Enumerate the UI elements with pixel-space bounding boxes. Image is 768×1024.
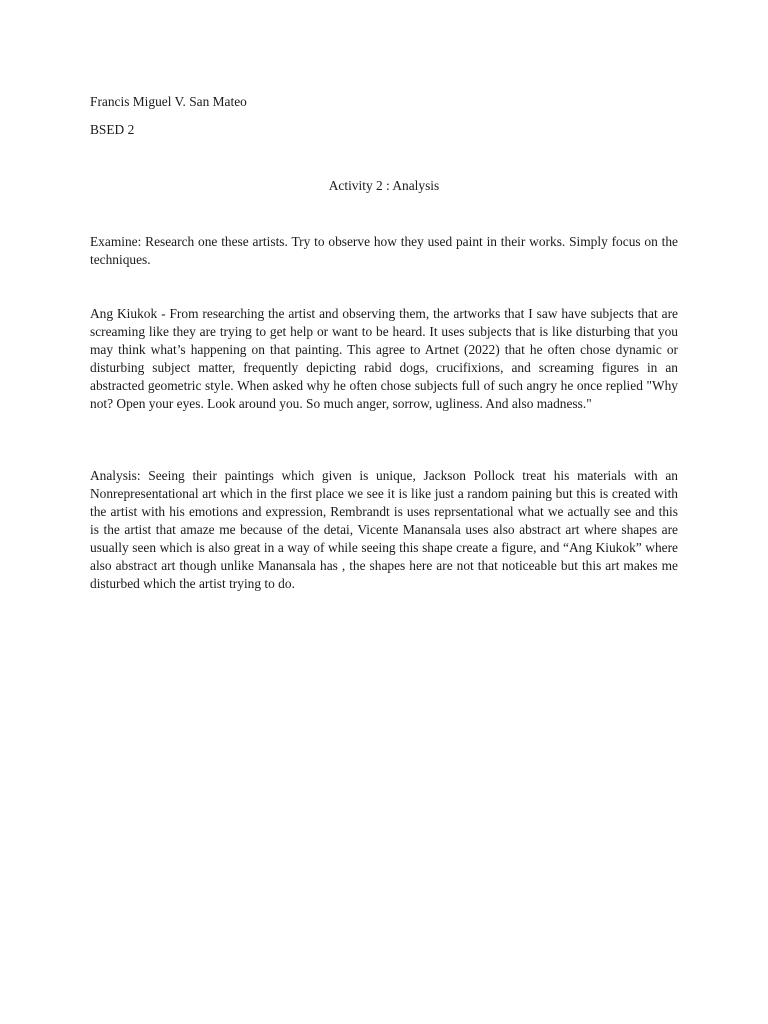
- author-section: BSED 2: [90, 122, 135, 137]
- document-title: Activity 2 : Analysis: [328, 178, 440, 193]
- ang-kiukok-paragraph: Ang Kiukok - From researching the artist and observing them, the artworks that I saw have subjects that are screaming like they are trying to get help or want to be heard. It uses subjects that is like disturbing that you may think what’s happening on that painting. This agree to Artnet (2022) that he often chose dynamic or disturbing subject matter, frequently depicting rabid dogs, crucifixions, and screaming figures in an abstracted geometric style. When asked why he often chose subjects full of such angry he once replied "Why not? Open your eyes. Look around you. So much anger, sorrow, ugliness. And also madness.": [90, 306, 678, 411]
- analysis-paragraph: Analysis: Seeing their paintings which given is unique, Jackson Pollock treat his materials with an Nonrepresentational art which in the first place we see it is like just a random paining but this is created with the artist with his emotions and expression, Rembrandt is uses reprsentational what we actually see and this is the artist that amaze me because of the detai, Vicente Manansala uses also abstract art where shapes are usually seen which is also great in a way of while seeing this shape create a figure, and “Ang Kiukok” where also abstract art though unlike Manansala has , the shapes here are not that noticeable but this art makes me disturbed which the artist trying to do.: [90, 468, 678, 591]
- author-name: Francis Miguel V. San Mateo: [90, 94, 247, 109]
- instructions-paragraph: Examine: Research one these artists. Try to observe how they used paint in their works. Simply focus on the techniques.: [90, 234, 678, 267]
